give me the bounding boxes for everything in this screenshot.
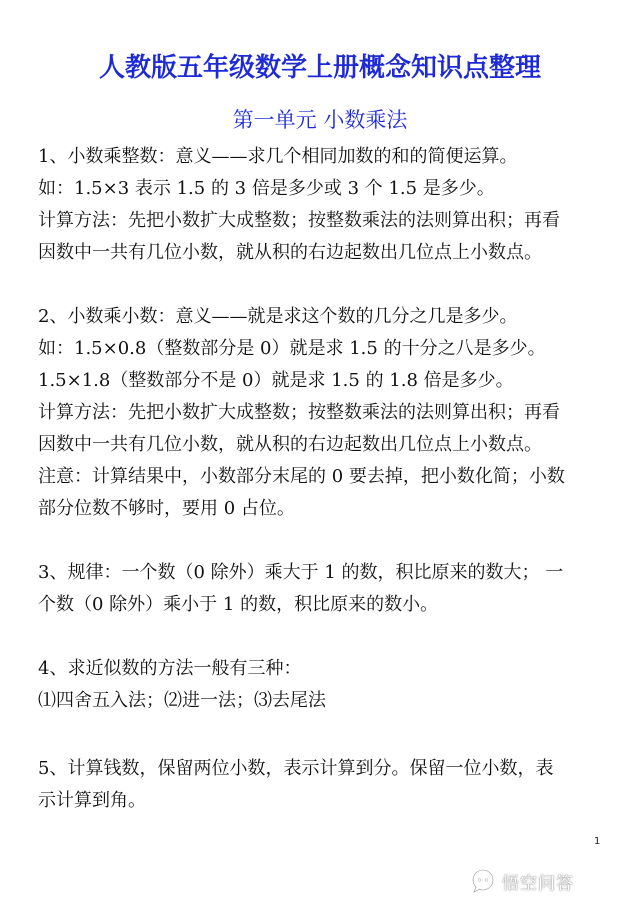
section-2-line-2: 如：1.5×0.8（整数部分是 0）就是求 1.5 的十分之八是多少。 bbox=[38, 338, 546, 359]
section-3-line-1: 3、规律：一个数（0 除外）乘大于 1 的数，积比原来的数大； 一 bbox=[38, 562, 564, 583]
section-2-line-3: 1.5×1.8（整数部分不是 0）就是求 1.5 的 1.8 倍是多少。 bbox=[38, 370, 514, 391]
section-2-line-4: 计算方法：先把小数扩大成整数；按整数乘法的法则算出积；再看 bbox=[38, 402, 560, 423]
section-3-line-2: 个数（0 除外）乘小于 1 的数，积比原来的数小。 bbox=[38, 594, 439, 615]
chat-bubble-icon bbox=[470, 868, 496, 894]
section-1-line-4: 因数中一共有几位小数，就从积的右边起数出几位点上小数点。 bbox=[38, 242, 542, 263]
document-title: 人教版五年级数学上册概念知识点整理 bbox=[98, 53, 541, 83]
section-4-line-1: 4、求近似数的方法一般有三种： bbox=[38, 658, 302, 679]
watermark bbox=[470, 866, 574, 896]
section-4-line-2: ⑴四舍五入法；⑵进一法；⑶去尾法 bbox=[38, 690, 326, 711]
unit-heading: 第一单元 小数乘法 bbox=[232, 108, 408, 132]
section-2-line-1: 2、小数乘小数：意义——就是求这个数的几分之几是多少。 bbox=[38, 306, 518, 327]
section-5-line-1: 5、计算钱数，保留两位小数，表示计算到分。保留一位小数，表 bbox=[38, 758, 554, 779]
section-1-line-2: 如：1.5×3 表示 1.5 的 3 倍是多少或 3 个 1.5 是多少。 bbox=[38, 178, 495, 199]
section-2-line-5: 因数中一共有几位小数，就从积的右边起数出几位点上小数点。 bbox=[38, 434, 542, 455]
page-number: 1 bbox=[594, 836, 601, 847]
section-5-line-2: 示计算到角。 bbox=[38, 790, 146, 811]
section-2-line-7: 部分位数不够时，要用 0 占位。 bbox=[38, 498, 295, 519]
watermark-text: 悟空问答 bbox=[502, 873, 574, 894]
section-1-line-3: 计算方法：先把小数扩大成整数；按整数乘法的法则算出积；再看 bbox=[38, 210, 560, 231]
section-1-line-1: 1、小数乘整数：意义——求几个相同加数的和的简便运算。 bbox=[38, 146, 518, 167]
section-2-line-6: 注意：计算结果中，小数部分末尾的 0 要去掉，把小数化简；小数 bbox=[38, 466, 565, 487]
